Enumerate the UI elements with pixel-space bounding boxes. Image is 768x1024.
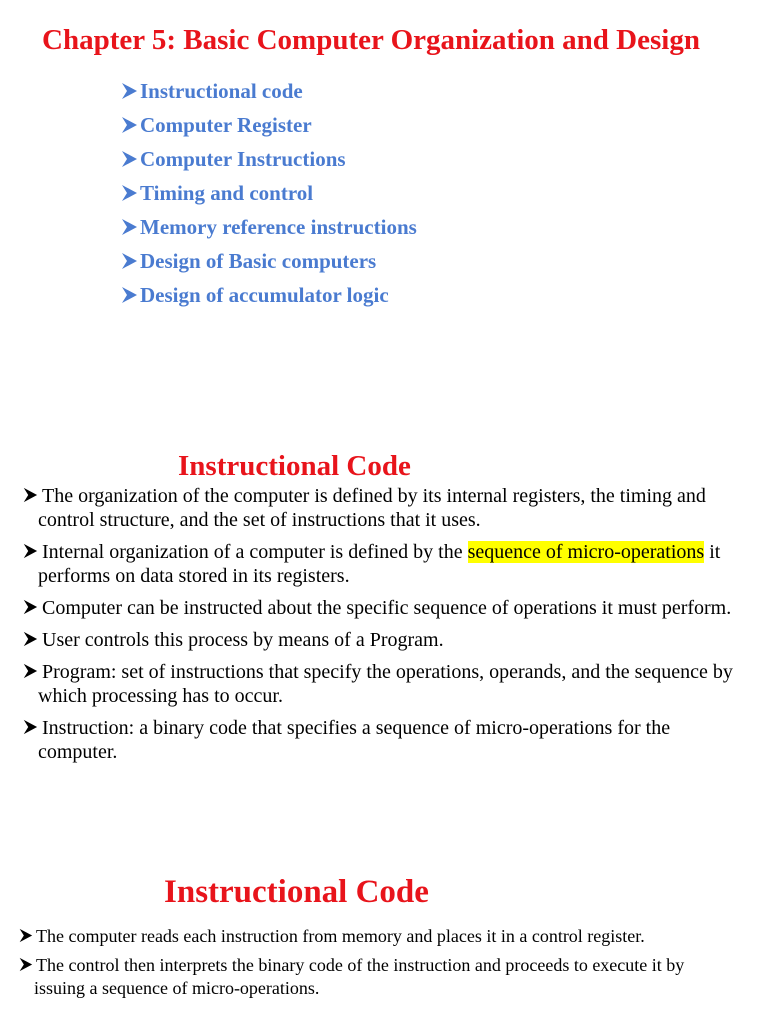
arrowhead-icon — [120, 286, 140, 304]
page-title: Chapter 5: Basic Computer Organization and Design — [42, 24, 700, 56]
bullet-item — [22, 540, 752, 588]
bullet-text: Internal organization of a computer is defined by the — [42, 541, 468, 563]
bullet-text: User controls this process by means of a Program. — [42, 629, 444, 651]
bullet-text: The control then interprets the binary code of the instruction and proceeds to execute it by issuing a sequence of micro-operations. — [34, 955, 685, 998]
arrowhead-icon — [120, 218, 140, 236]
bullet-item — [18, 925, 708, 948]
bullet-text: Instruction: a binary code that specifies a sequence of micro-operations for the computer. — [38, 717, 671, 763]
bullet-item — [22, 716, 752, 764]
toc-item — [120, 178, 417, 212]
arrowhead-icon — [18, 954, 36, 977]
bullet-text: Computer can be instructed about the specific sequence of operations it must perform. — [42, 597, 732, 619]
arrowhead-icon — [22, 628, 42, 652]
toc-item-label: Instructional code — [140, 79, 303, 103]
bullet-text: The computer reads each instruction from memory and places it in a control register. — [36, 926, 645, 946]
bullet-item — [22, 484, 752, 532]
arrowhead-icon — [22, 484, 42, 508]
toc-item — [120, 280, 417, 314]
bullet-text: it performs on data stored in its registers. — [38, 541, 721, 587]
toc-item-label: Design of accumulator logic — [140, 283, 389, 307]
toc-item — [120, 76, 417, 110]
section-heading: Instructional Code — [178, 450, 411, 482]
arrowhead-icon — [22, 716, 42, 740]
arrowhead-icon — [22, 540, 42, 564]
table-of-contents — [120, 76, 417, 314]
arrowhead-icon — [120, 116, 140, 134]
bullet-text: Program: set of instructions that specify the operations, operands, and the sequence by which processing has to occur. — [38, 661, 733, 707]
arrowhead-icon — [18, 925, 36, 948]
toc-item-label: Computer Register — [140, 113, 312, 137]
highlighted-text: sequence of micro-operations — [467, 541, 705, 563]
toc-item-label: Timing and control — [140, 181, 314, 205]
arrowhead-icon — [120, 150, 140, 168]
bullet-text: The organization of the computer is defined by its internal registers, the timing and control structure, and the set of instructions that it uses. — [38, 485, 706, 531]
bullet-item — [22, 628, 752, 652]
bullet-list — [18, 925, 708, 1006]
section-heading: Instructional Code — [164, 874, 429, 910]
toc-item — [120, 110, 417, 144]
toc-item — [120, 212, 417, 246]
bullet-list — [22, 484, 752, 772]
arrowhead-icon — [120, 252, 140, 270]
arrowhead-icon — [22, 660, 42, 684]
toc-item-label: Computer Instructions — [140, 147, 346, 171]
toc-item — [120, 246, 417, 280]
bullet-item — [22, 596, 752, 620]
toc-item — [120, 144, 417, 178]
bullet-item — [18, 954, 708, 1000]
bullet-item — [22, 660, 752, 708]
toc-item-label: Design of Basic computers — [140, 249, 377, 273]
toc-item-label: Memory reference instructions — [140, 215, 417, 239]
arrowhead-icon — [120, 82, 140, 100]
arrowhead-icon — [120, 184, 140, 202]
arrowhead-icon — [22, 596, 42, 620]
